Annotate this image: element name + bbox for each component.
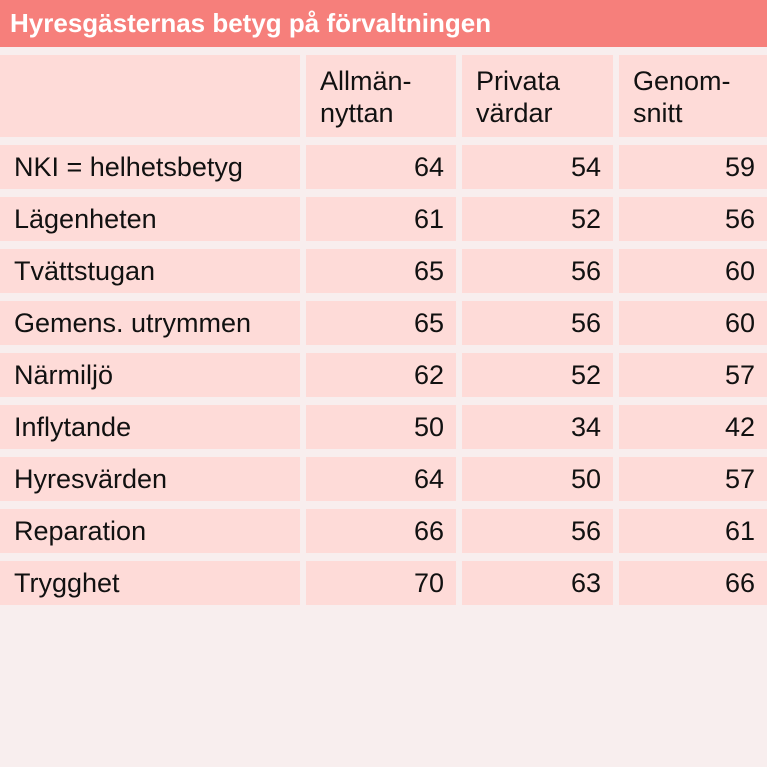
table-cell-value: 54 <box>462 145 613 189</box>
table-title: Hyresgästernas betyg på förvaltningen <box>0 0 767 47</box>
table-cell-value: 50 <box>306 405 456 449</box>
table-cell-value: 70 <box>306 561 456 605</box>
table-cell-value: 57 <box>619 353 767 397</box>
table-cell-value: 64 <box>306 457 456 501</box>
row-label: Lägenheten <box>0 197 300 241</box>
table-cell-value: 34 <box>462 405 613 449</box>
table-cell-value: 56 <box>462 249 613 293</box>
column-header: Genom- snitt <box>619 55 767 137</box>
table-cell-value: 50 <box>462 457 613 501</box>
row-label: Gemens. utrymmen <box>0 301 300 345</box>
header-cell-empty <box>0 55 300 137</box>
table-cell-value: 57 <box>619 457 767 501</box>
table-cell-value: 61 <box>306 197 456 241</box>
table-cell-value: 59 <box>619 145 767 189</box>
table-cell-value: 63 <box>462 561 613 605</box>
table-cell-value: 60 <box>619 249 767 293</box>
table-cell-value: 65 <box>306 301 456 345</box>
table-cell-value: 56 <box>619 197 767 241</box>
row-label: NKI = helhetsbetyg <box>0 145 300 189</box>
column-header: Allmän- nyttan <box>306 55 456 137</box>
table-cell-value: 52 <box>462 197 613 241</box>
row-label: Trygghet <box>0 561 300 605</box>
row-label: Reparation <box>0 509 300 553</box>
table-cell-value: 61 <box>619 509 767 553</box>
table-cell-value: 52 <box>462 353 613 397</box>
table-cell-value: 64 <box>306 145 456 189</box>
row-label: Hyresvärden <box>0 457 300 501</box>
column-header: Privata värdar <box>462 55 613 137</box>
row-label: Närmiljö <box>0 353 300 397</box>
table-cell-value: 56 <box>462 509 613 553</box>
table-cell-value: 62 <box>306 353 456 397</box>
row-label: Tvättstugan <box>0 249 300 293</box>
table-cell-value: 42 <box>619 405 767 449</box>
table-cell-value: 66 <box>619 561 767 605</box>
table-cell-value: 56 <box>462 301 613 345</box>
table-cell-value: 60 <box>619 301 767 345</box>
row-label: Inflytande <box>0 405 300 449</box>
table-cell-value: 65 <box>306 249 456 293</box>
table-cell-value: 66 <box>306 509 456 553</box>
